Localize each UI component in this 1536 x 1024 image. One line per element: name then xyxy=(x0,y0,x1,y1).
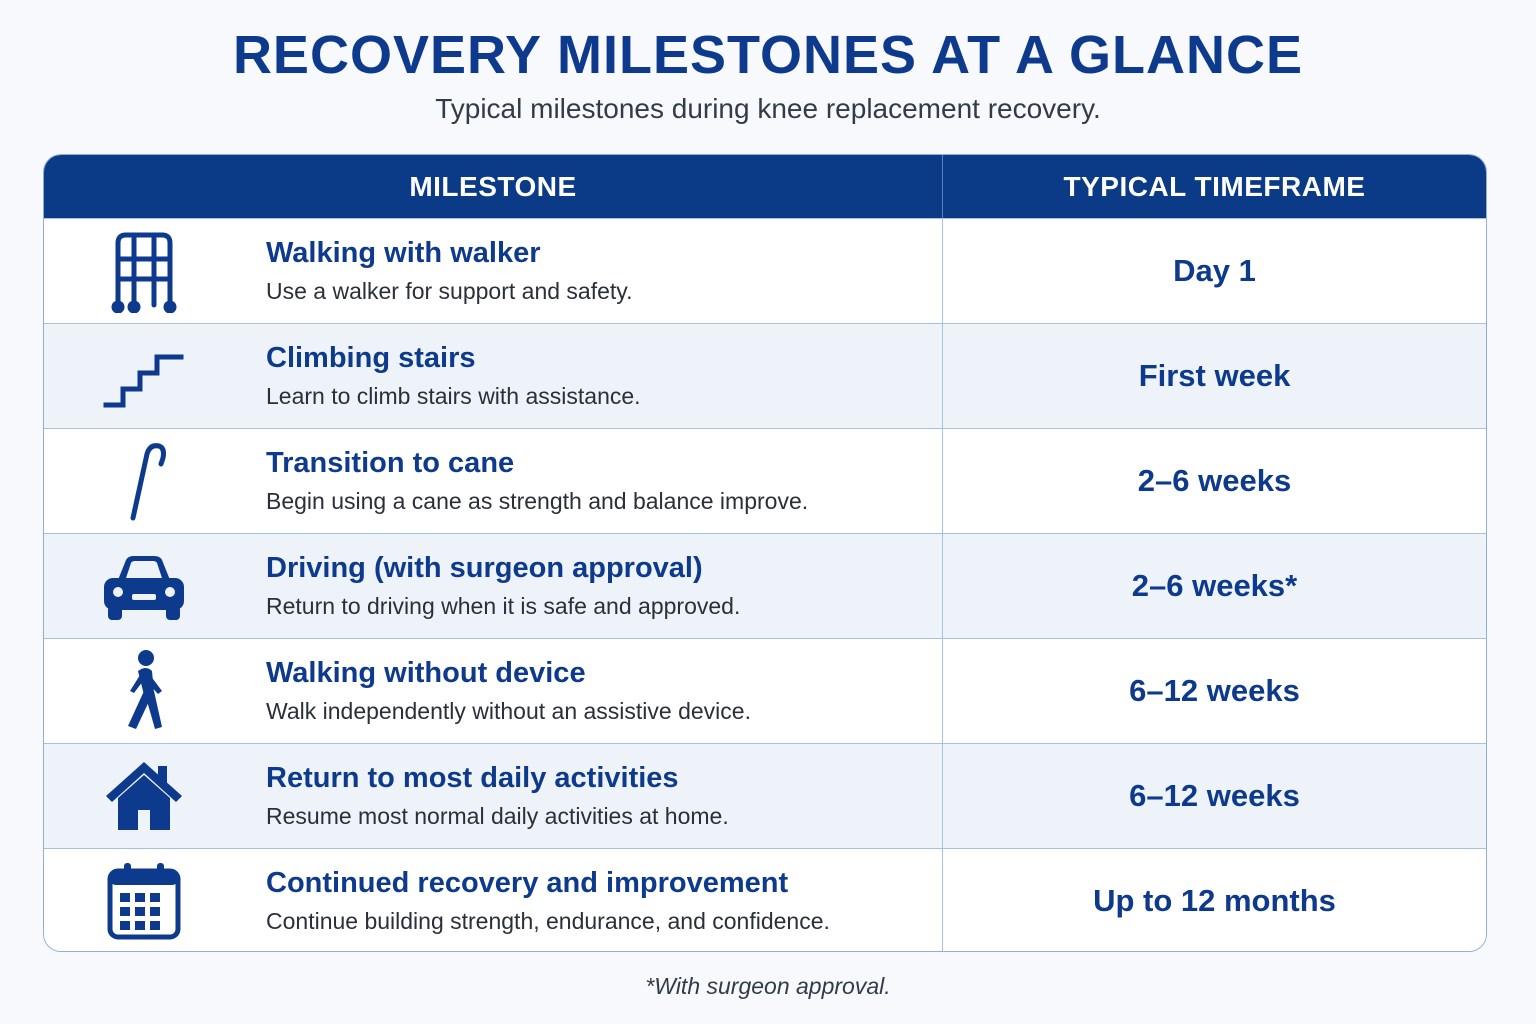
milestone-description: Resume most normal daily activities at home. xyxy=(266,803,729,829)
header-milestone: MILESTONE xyxy=(44,155,943,218)
milestone-title: Driving (with surgeon approval) xyxy=(266,552,703,584)
walking-person-icon xyxy=(116,649,172,733)
milestone-cell xyxy=(44,849,943,952)
page-title: RECOVERY MILESTONES AT A GLANCE xyxy=(232,25,1304,85)
milestone-cell xyxy=(44,324,943,428)
page-subtitle: Typical milestones during knee replacement recovery. xyxy=(435,93,1101,124)
timeframe-cell: Day 1 xyxy=(1173,253,1256,288)
car-icon xyxy=(100,550,188,622)
calendar-icon xyxy=(106,861,182,941)
milestone-description: Continue building strength, endurance, and confidence. xyxy=(266,908,830,934)
milestone-title: Continued recovery and improvement xyxy=(266,867,789,899)
table-row xyxy=(44,848,1486,952)
milestone-description: Walk independently without an assistive device. xyxy=(266,698,751,724)
milestone-title: Return to most daily activities xyxy=(266,762,679,794)
timeframe-cell: 6–12 weeks xyxy=(1129,778,1300,813)
milestone-description: Return to driving when it is safe and approved. xyxy=(266,593,741,619)
timeframe-cell: First week xyxy=(1138,358,1291,393)
timeframe-cell: Up to 12 months xyxy=(1093,883,1336,918)
header-timeframe: TYPICAL TIMEFRAME xyxy=(1063,170,1366,202)
table-row xyxy=(44,743,1486,848)
milestones-table xyxy=(43,154,1487,952)
milestone-cell xyxy=(44,219,943,323)
milestone-title: Climbing stairs xyxy=(266,342,476,374)
milestone-description: Use a walker for support and safety. xyxy=(266,278,633,304)
footnote: *With surgeon approval. xyxy=(645,973,891,999)
milestone-cell xyxy=(44,639,943,743)
house-icon xyxy=(104,760,184,832)
timeframe-cell: 2–6 weeks xyxy=(1137,463,1292,498)
table-header xyxy=(44,155,1486,218)
walker-icon xyxy=(104,229,184,313)
milestone-cell xyxy=(44,744,943,848)
milestone-title: Transition to cane xyxy=(266,447,515,479)
timeframe-cell: 6–12 weeks xyxy=(1129,673,1300,708)
milestone-title: Walking with walker xyxy=(266,237,541,269)
timeframe-cell: 2–6 weeks* xyxy=(1131,568,1298,603)
table-row xyxy=(44,638,1486,743)
table-row xyxy=(44,428,1486,533)
stairs-icon xyxy=(103,341,185,411)
milestone-description: Learn to climb stairs with assistance. xyxy=(266,383,641,409)
milestone-title: Walking without device xyxy=(266,657,586,689)
cane-icon xyxy=(119,440,169,522)
milestone-description: Begin using a cane as strength and balance improve. xyxy=(266,488,809,514)
table-row xyxy=(44,323,1486,428)
table-row xyxy=(44,533,1486,638)
milestone-cell xyxy=(44,534,943,638)
milestone-cell xyxy=(44,429,943,533)
table-row xyxy=(44,218,1486,323)
